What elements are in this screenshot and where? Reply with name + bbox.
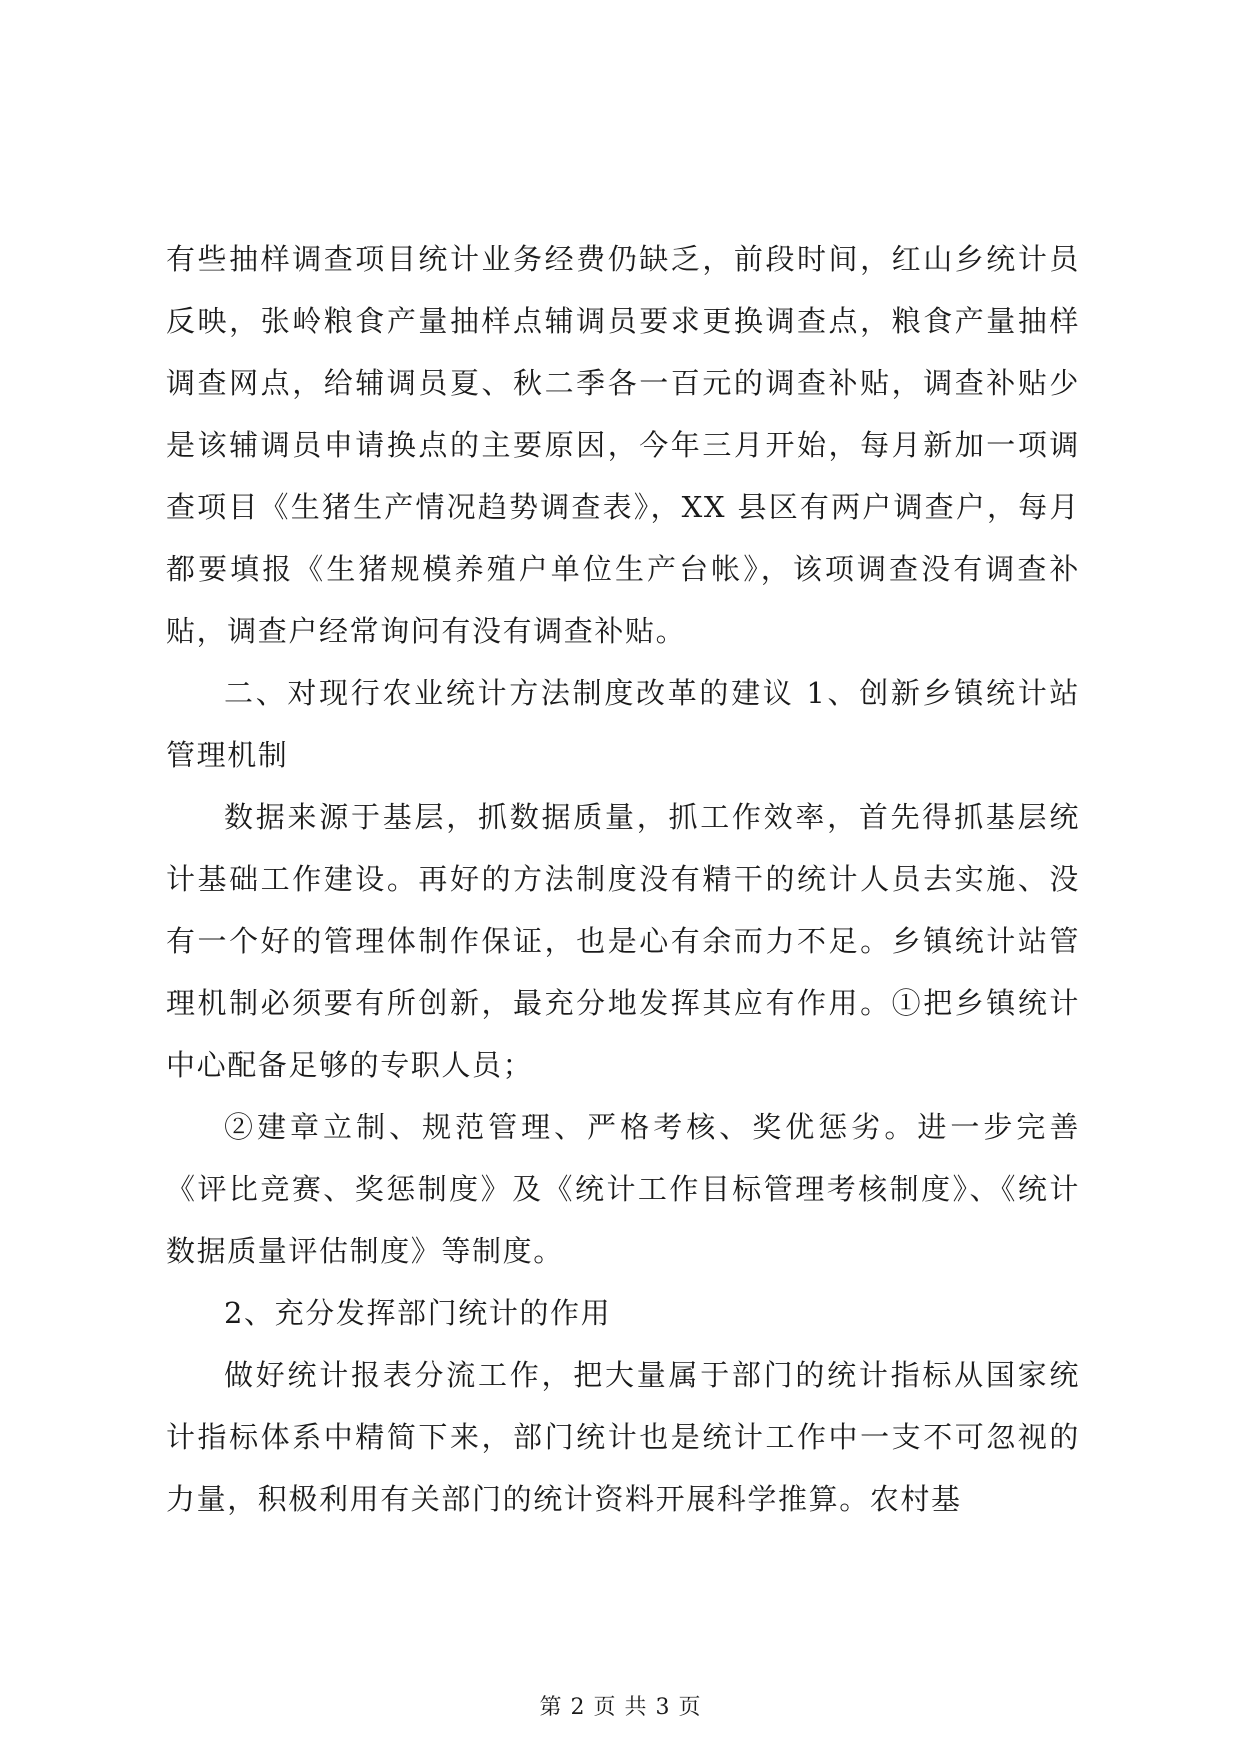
document-body — [166, 228, 1080, 1530]
section-heading-paragraph: 二、对现行农业统计方法制度改革的建议 1、创新乡镇统计站管理机制 — [166, 676, 1080, 772]
paragraph-report-diversion: 做好统计报表分流工作，把大量属于部门的统计指标从国家统计指标体系中精简下来，部门统计也是统计工作中一支不可忽视的力量，积极利用有关部门的统计资料开展科学推算。农村基 — [166, 1358, 1080, 1516]
paragraph-regulations: ②建章立制、规范管理、严格考核、奖优惩劣。进一步完善《评比竞赛、奖惩制度》及《统计工作目标管理考核制度》、《统计数据质量评估制度》等制度。 — [166, 1110, 1080, 1268]
paragraph-data-source: 数据来源于基层，抓数据质量，抓工作效率，首先得抓基层统计基础工作建设。再好的方法制度没有精干的统计人员去实施、没有一个好的管理体制作保证，也是心有余而力不足。乡镇统计站管理机制必须要有所创新，最充分地发挥其应有作用。①把乡镇统计中心配备足够的专职人员； — [166, 800, 1080, 1082]
subheading-department-statistics: 2、充分发挥部门统计的作用 — [224, 1296, 612, 1330]
paragraph-continuation: 有些抽样调查项目统计业务经费仍缺乏，前段时间，红山乡统计员反映，张岭粮食产量抽样点辅调员要求更换调查点，粮食产量抽样调查网点，给辅调员夏、秋二季各一百元的调查补贴，调查补贴少是该辅调员申请换点的主要原因，今年三月开始，每月新加一项调查项目《生猪生产情况趋势调查表》，XX 县区有两户调查户，每月都要填报《生猪规模养殖户单位生产台帐》，该项调查没有调查补贴，调查户经常询问有没有调查补贴。 — [166, 242, 1080, 648]
page-footer: 第 2 页 共 3 页 — [539, 1695, 702, 1720]
